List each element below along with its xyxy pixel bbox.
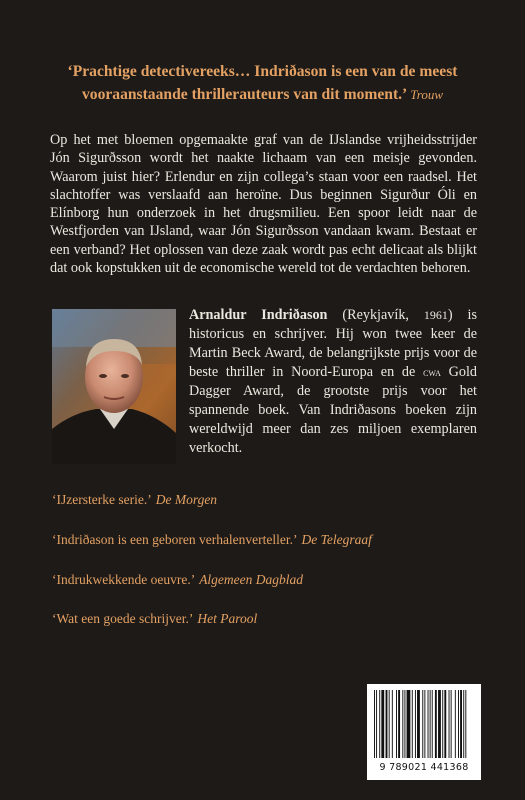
barcode-bar [451, 690, 452, 758]
author-bio [189, 306, 477, 458]
review-quote [52, 531, 372, 549]
headline-quote [40, 60, 485, 106]
barcode-bar [392, 690, 393, 758]
author-bio-part: (Reykjavík, [327, 307, 424, 323]
barcode-bar [398, 690, 400, 758]
barcode-bar [379, 690, 380, 758]
review-quote-source: Het Parool [197, 611, 258, 626]
barcode-bar [376, 690, 377, 758]
author-bio-part: Gold Dagger Award, de grootste prijs voor het spannende boek. Van Indriðasons boeken zijn wereldwijd meer dan zes miljoen exemplaren verkocht. [189, 364, 477, 456]
review-quote-text: ‘IJzersterke serie.’ [52, 492, 152, 507]
barcode-bar [412, 690, 413, 758]
barcode-bar [404, 690, 405, 758]
barcode-bar [438, 690, 441, 758]
barcode-bar [465, 690, 466, 758]
author-birth-year: 1961 [423, 308, 448, 322]
barcode-bar [422, 690, 423, 758]
barcode-bar [460, 690, 462, 758]
barcode-bar [415, 690, 416, 758]
barcode-bar [458, 690, 459, 758]
author-bio-part: ) is historicus en schrijver. Hij won twee keer de Martin Beck Award, de belangrijkste prijs voor de beste thriller in Noord-Europa en de [189, 307, 477, 380]
barcode-bar [432, 690, 433, 758]
review-quote-source: De Telegraaf [301, 532, 372, 547]
barcode-bar [396, 690, 397, 758]
barcode-bar [374, 690, 375, 758]
barcode-bar [435, 690, 437, 758]
barcode-bar [424, 690, 425, 758]
barcode-bar [442, 690, 443, 758]
review-quote [52, 491, 217, 509]
barcode-bar [430, 690, 431, 758]
barcode-bar [444, 690, 446, 758]
author-portrait-image [52, 309, 176, 464]
review-quote [52, 610, 257, 628]
isbn-barcode [367, 684, 481, 780]
isbn-number: 9 789021 441368 [379, 762, 469, 773]
review-quote [52, 571, 303, 589]
headline-quote-source: Trouw [410, 87, 444, 102]
barcode-bar [389, 690, 390, 758]
barcode-bar [449, 690, 450, 758]
author-photo [52, 309, 176, 464]
author-name: Arnaldur Indriðason [189, 307, 328, 323]
review-quote-text: ‘Indriðason is een geboren verhalenverteller.’ [52, 532, 298, 547]
barcode-bar [428, 690, 429, 758]
barcode-bar [402, 690, 403, 758]
headline-quote-text: ‘Prachtige detectivereeks… Indriðason is een van de meest vooraanstaande thrillerauteurs van dit moment.’ [67, 63, 458, 103]
barcode-bar [381, 690, 384, 758]
barcode-bar [407, 690, 411, 758]
review-quote-text: ‘Wat een goede schrijver.’ [52, 611, 194, 626]
award-abbreviation: cwa [423, 365, 441, 379]
review-quote-source: De Morgen [155, 492, 218, 507]
review-quote-text: ‘Indrukwekkende oeuvre.’ [52, 572, 196, 587]
review-quote-source: Algemeen Dagblad [199, 572, 304, 587]
barcode-bar [417, 690, 420, 758]
book-summary: Op het met bloemen opgemaakte graf van de IJslandse vrijheidsstrijder Jón Sigurðsson wordt het naakte lichaam van een meisje gevonden. Waarom juist hier? Erlendur en zijn collega’s staan voor een raadsel. Het slachtoffer was verslaafd aan heroïne. Dus beginnen Sigurður Óli en Elínborg hun onderzoek in het drugsmilieu. Een spoor leidt naar de Westfjorden van IJsland, waar Jón Sigurðsson vandaan kwam. Bestaat er een verband? Het oplossen van deze zaak wordt pas echt delicaat als blijkt dat ook kopstukken uit de economische wereld tot de verdachten behoren. [50, 132, 477, 277]
barcode-bar [463, 690, 464, 758]
barcode-bar [386, 690, 388, 758]
barcode-bars [371, 688, 477, 762]
barcode-bar [455, 690, 456, 758]
